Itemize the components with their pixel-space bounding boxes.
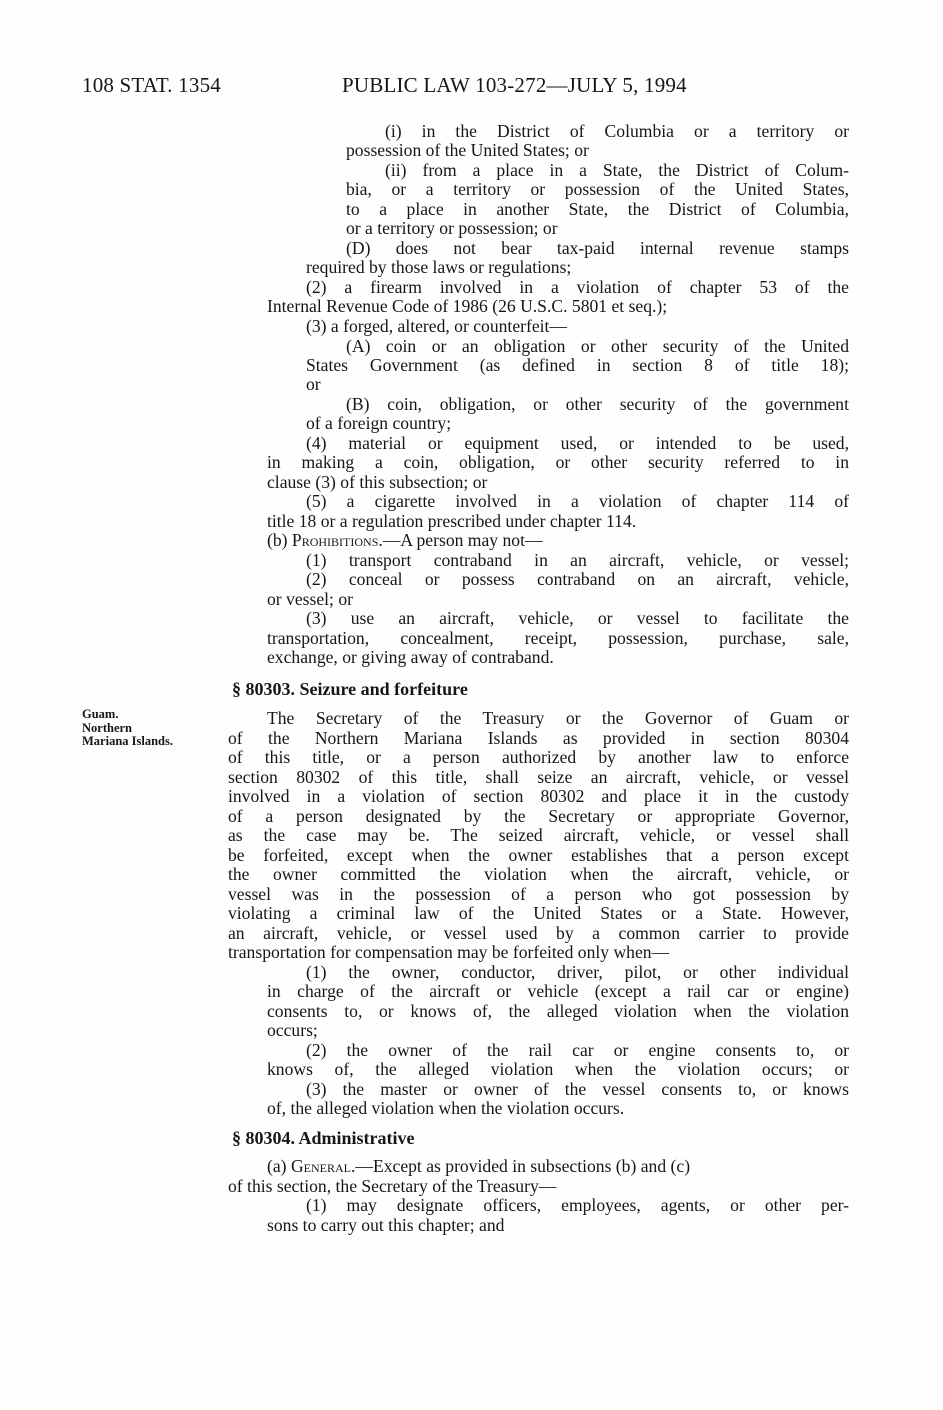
text-line: of, the alleged violation when the violation occurs. bbox=[267, 1098, 625, 1118]
text-line: in charge of the aircraft or vehicle (except a rail car or engine) bbox=[267, 981, 849, 1001]
text-line: of this section, the Secretary of the Treasury— bbox=[228, 1176, 557, 1196]
text-line: of this title, or a person authorized by another law to enforce bbox=[228, 747, 849, 767]
text-line: title 18 or a regulation prescribed under chapter 114. bbox=[267, 511, 637, 531]
text-line: States Government (as defined in section 8 of title 18); bbox=[306, 355, 849, 375]
text-line: of the Northern Mariana Islands as provided in section 80304 bbox=[228, 728, 849, 748]
text-line: (B) coin, obligation, or other security of the government bbox=[346, 394, 849, 414]
text-line: an aircraft, vehicle, or vessel used by a common carrier to provide bbox=[228, 923, 849, 943]
text-line: transportation, concealment, receipt, possession, purchase, sale, bbox=[267, 628, 849, 648]
text-line: possession of the United States; or bbox=[346, 140, 589, 160]
text-line: (A) coin or an obligation or other security of the United bbox=[346, 336, 849, 356]
text-line: the owner committed the violation when the aircraft, vehicle, or bbox=[228, 864, 849, 884]
subsection-b-prefix: (b) bbox=[267, 530, 292, 550]
subsection-b-caps: Prohibitions. bbox=[291, 530, 383, 550]
section-80303-heading: § 80303. Seizure and forfeiture bbox=[232, 679, 468, 699]
text-line: (D) does not bear tax-paid internal revenue stamps bbox=[346, 238, 849, 258]
text-line: (1) transport contraband in an aircraft, vehicle, or vessel; bbox=[306, 550, 849, 570]
text-line: (4) material or equipment used, or intended to be used, bbox=[306, 433, 849, 453]
text-line: exchange, or giving away of contraband. bbox=[267, 647, 554, 667]
text-line: of a person designated by the Secretary or appropriate Governor, bbox=[228, 806, 849, 826]
text-line: or vessel; or bbox=[267, 589, 353, 609]
margin-note bbox=[82, 708, 173, 749]
page-stat-reference: 108 STAT. 1354 bbox=[82, 73, 221, 97]
text-line: be forfeited, except when the owner establishes that a person except bbox=[228, 845, 849, 865]
text-line: (3) a forged, altered, or counterfeit— bbox=[306, 316, 568, 336]
text-line: (1) may designate officers, employees, agents, or other per- bbox=[306, 1195, 849, 1215]
text-line: or a territory or possession; or bbox=[346, 218, 558, 238]
text-line: violating a criminal law of the United States or a State. However, bbox=[228, 903, 849, 923]
subsection-a-heading bbox=[267, 1157, 690, 1177]
subsection-a-caps: General. bbox=[290, 1156, 356, 1176]
margin-note-line: Mariana Islands. bbox=[82, 734, 173, 748]
running-header-title: PUBLIC LAW 103-272—JULY 5, 1994 bbox=[342, 73, 687, 97]
text-line: transportation for compensation may be forfeited only when— bbox=[228, 942, 670, 962]
text-line: to a place in another State, the District of Columbia, bbox=[346, 199, 849, 219]
text-line: as the case may be. The seized aircraft, vehicle, or vessel shall bbox=[228, 825, 849, 845]
text-line: in making a coin, obligation, or other security referred to in bbox=[267, 452, 849, 472]
text-line: (2) conceal or possess contraband on an aircraft, vehicle, bbox=[306, 569, 849, 589]
margin-note-line: Northern bbox=[82, 720, 132, 735]
text-line: bia, or a territory or possession of the United States, bbox=[346, 179, 849, 199]
text-line: vessel was in the possession of a person who got possession by bbox=[228, 884, 849, 904]
text-line: (i) in the District of Columbia or a territory or bbox=[385, 121, 849, 141]
text-line: consents to, or knows of, the alleged violation when the violation bbox=[267, 1001, 849, 1021]
text-line: (1) the owner, conductor, driver, pilot, or other individual bbox=[306, 962, 849, 982]
subsection-b-heading bbox=[267, 531, 543, 551]
subsection-a-prefix: (a) bbox=[267, 1156, 291, 1176]
text-line: clause (3) of this subsection; or bbox=[267, 472, 488, 492]
text-line: Internal Revenue Code of 1986 (26 U.S.C. 5801 et seq.); bbox=[267, 296, 668, 316]
text-line: required by those laws or regulations; bbox=[306, 257, 572, 277]
text-line: knows of, the alleged violation when the violation occurs; or bbox=[267, 1059, 849, 1079]
text-line: (ii) from a place in a State, the District of Colum- bbox=[385, 160, 849, 180]
text-line: of a foreign country; bbox=[306, 413, 452, 433]
text-line: (3) the master or owner of the vessel consents to, or knows bbox=[306, 1079, 849, 1099]
text-line: —A person may not— bbox=[382, 530, 543, 550]
margin-note-line: Guam. bbox=[82, 707, 119, 721]
text-line: or bbox=[306, 374, 321, 394]
text-line: —Except as provided in subsections (b) and (c) bbox=[355, 1156, 691, 1176]
text-line: (3) use an aircraft, vehicle, or vessel to facilitate the bbox=[306, 608, 849, 628]
text-line: involved in a violation of section 80302 and place it in the custody bbox=[228, 786, 849, 806]
text-line: sons to carry out this chapter; and bbox=[267, 1215, 505, 1235]
text-line: The Secretary of the Treasury or the Governor of Guam or bbox=[267, 708, 849, 728]
text-line: (2) a firearm involved in a violation of chapter 53 of the bbox=[306, 277, 849, 297]
text-line: occurs; bbox=[267, 1020, 318, 1040]
section-80304-heading: § 80304. Administrative bbox=[232, 1128, 415, 1148]
text-line: (5) a cigarette involved in a violation of chapter 114 of bbox=[306, 491, 849, 511]
text-line: (2) the owner of the rail car or engine consents to, or bbox=[306, 1040, 849, 1060]
text-line: section 80302 of this title, shall seize an aircraft, vehicle, or vessel bbox=[228, 767, 849, 787]
